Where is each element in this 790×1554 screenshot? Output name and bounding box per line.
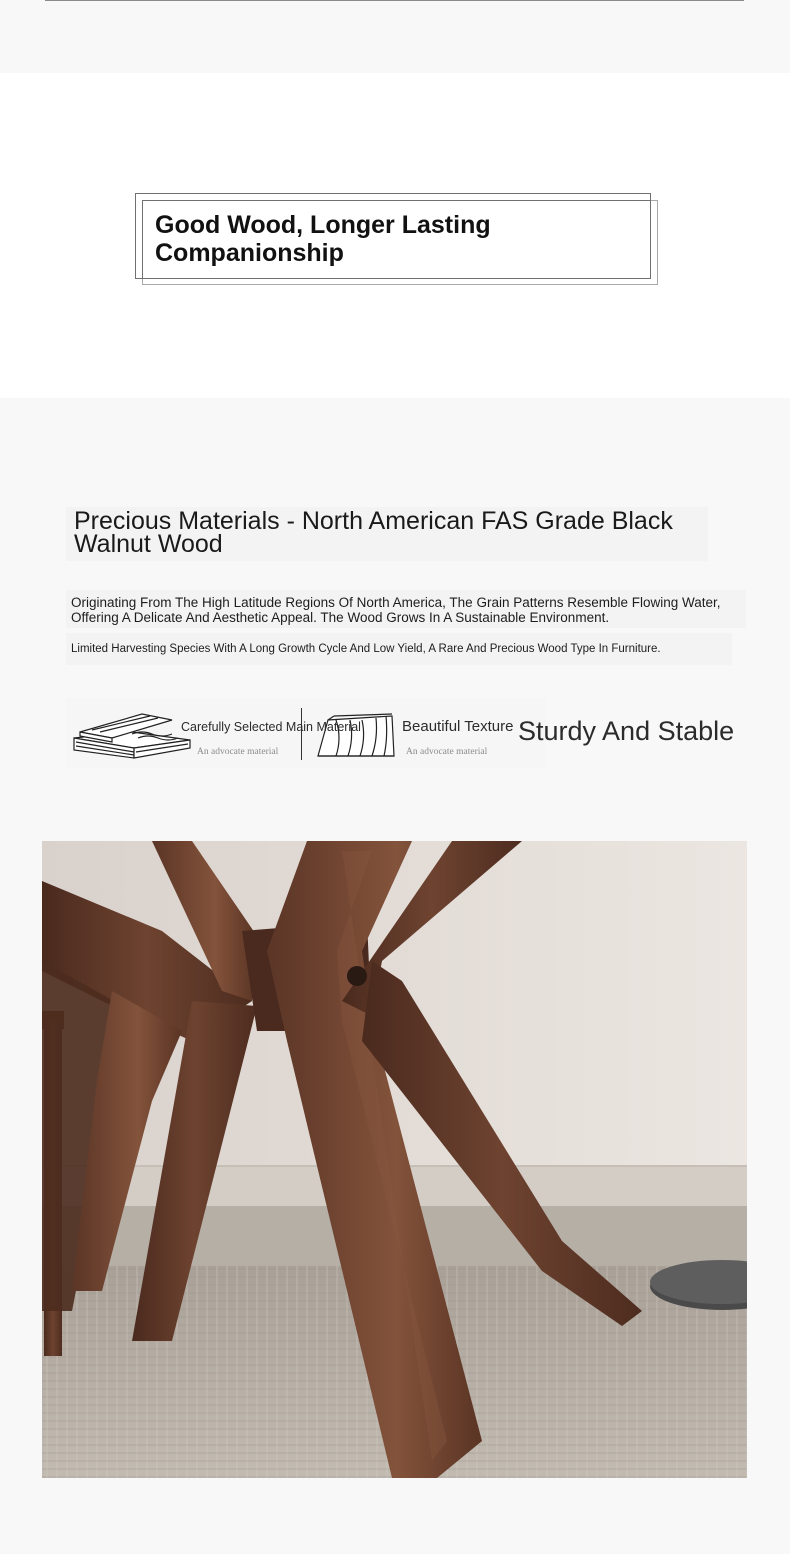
materials-title: Precious Materials - North American FAS Grade Black Walnut Wood xyxy=(74,507,673,558)
wood-planks-icon xyxy=(72,710,194,762)
feature-sub-texture: An advocate material xyxy=(406,747,488,757)
top-divider xyxy=(45,0,744,1)
materials-paragraph-2: Limited Harvesting Species With A Long Growth Cycle And Low Yield, A Rare And Precious Wood Type In Furniture. xyxy=(71,643,661,655)
feature-label-sturdy: Sturdy And Stable xyxy=(518,716,735,746)
hero-headline: Good Wood, Longer Lasting Companionship xyxy=(155,211,491,267)
feature-label-main-material: Carefully Selected Main Material xyxy=(181,720,361,734)
top-strip xyxy=(0,0,790,73)
wood-stack-icon xyxy=(316,710,398,762)
feature-sub-main-material: An advocate material xyxy=(197,747,279,757)
feature-label-texture: Beautiful Texture xyxy=(402,718,514,735)
materials-paragraph-1: Originating From The High Latitude Regions Of North America, The Grain Patterns Resemble Flowing Water, Offering A Delicate And Aesthetic Appeal. The Wood Grows In A Sustainable Environment. xyxy=(71,595,721,625)
feature-divider xyxy=(301,708,302,760)
walnut-table-base-photo xyxy=(42,841,747,1478)
